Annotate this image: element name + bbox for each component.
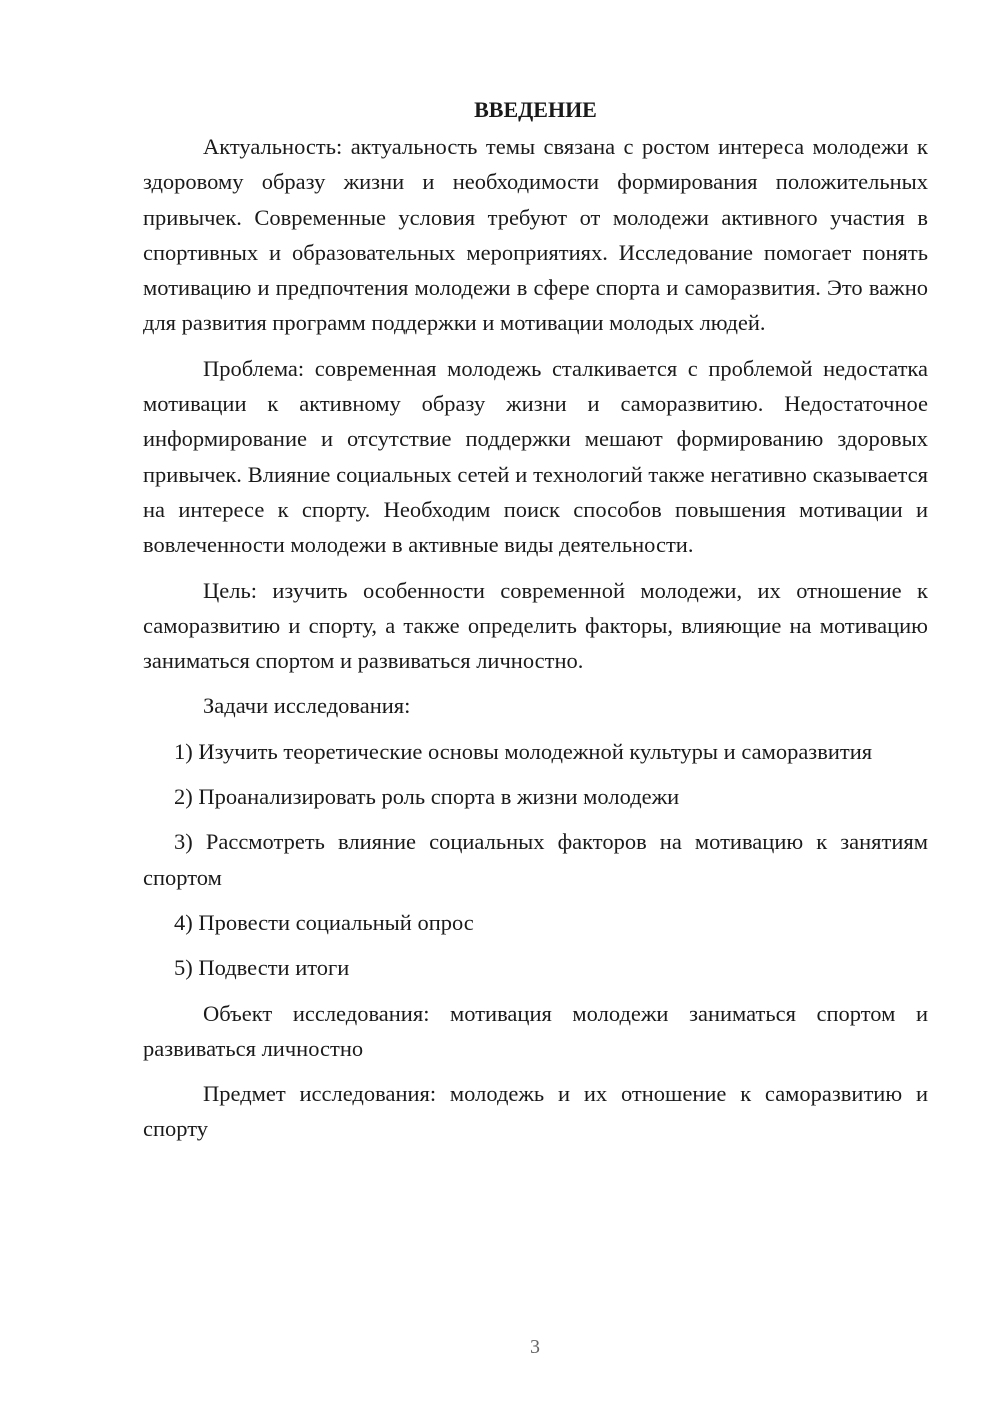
page-title: ВВЕДЕНИЕ: [474, 97, 597, 122]
problem-paragraph: Проблема: современная молодежь сталкивается с проблемой недостатка мотивации к активному образу жизни и саморазвитию. Недостаточное информирование и отсутствие поддержки мешают формированию здоровых привычек. Влияние социальных сетей и технологий также негативно сказывается на интересе к спорту. Необходим поиск способов повышения мотивации и вовлеченности молодежи в активные виды деятельности.: [143, 355, 928, 558]
task-item-2: 2) Проанализировать роль спорта в жизни молодежи: [174, 784, 680, 810]
tasks-heading: Задачи исследования:: [203, 693, 411, 719]
goal-paragraph: Цель: изучить особенности современной молодежи, их отношение к саморазвитию и спорту, а также определить факторы, влияющие на мотивацию заниматься спортом и развиваться личностно.: [143, 577, 928, 674]
page-number: 3: [530, 1336, 540, 1358]
relevance-paragraph: Актуальность: актуальность темы связана с ростом интереса молодежи к здоровому образу жизни и необходимости формирования положительных привычек. Современные условия требуют от молодежи активного участия в спортивных и образовательных мероприятиях. Исследование помогает понять мотивацию и предпочтения молодежи в сфере спорта и саморазвития. Это важно для развития программ поддержки и мотивации молодых людей.: [143, 134, 928, 336]
task-item-5: 5) Подвести итоги: [174, 955, 350, 981]
research-object-paragraph: Объект исследования: мотивация молодежи заниматься спортом и развиваться личностно: [143, 1000, 928, 1061]
research-subject-paragraph: Предмет исследования: молодежь и их отношение к саморазвитию и спорту: [143, 1081, 928, 1142]
task-item-3: 3) Рассмотреть влияние социальных факторов на мотивацию к занятиям спортом: [143, 829, 928, 890]
task-item-4: 4) Провести социальный опрос: [174, 909, 474, 935]
task-item-1: 1) Изучить теоретические основы молодежной культуры и саморазвития: [174, 738, 873, 764]
document-page: [143, 92, 928, 1157]
